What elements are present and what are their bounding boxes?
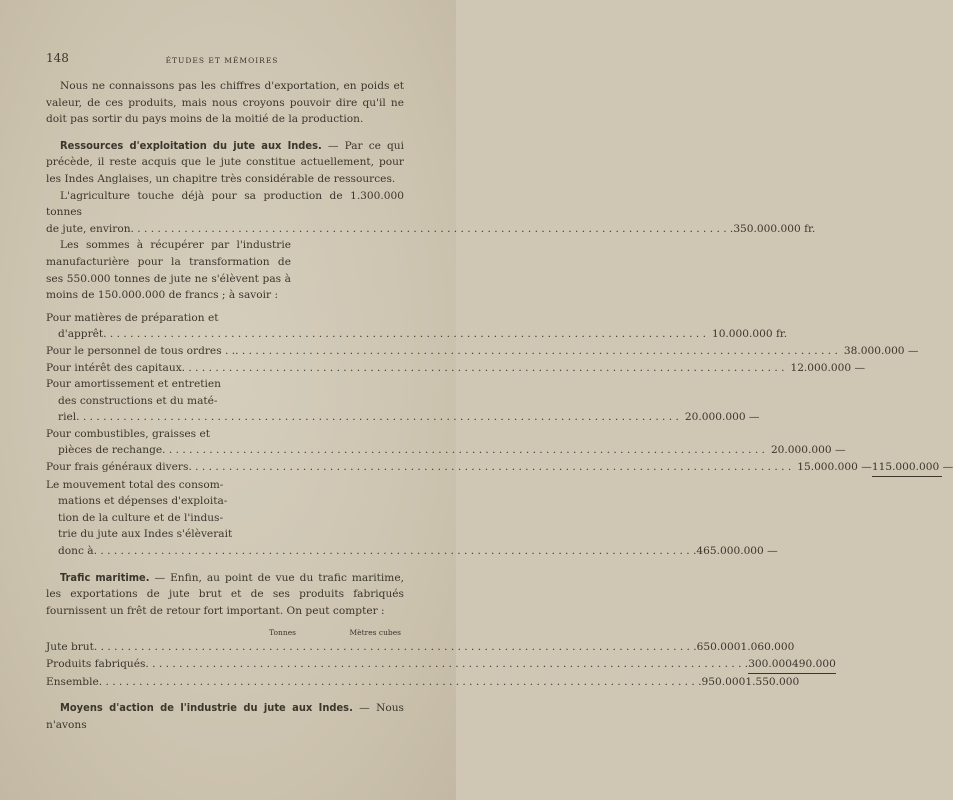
expense-label: Pour matières de préparation et [46, 311, 219, 324]
agriculture-label: de jute, environ [46, 222, 131, 235]
page-header [46, 50, 398, 66]
row-metres: 490.000 [792, 656, 836, 674]
expense-label: des constructions et du maté- [58, 394, 218, 407]
expense-line [46, 526, 404, 543]
row-label: Produits fabriqués [46, 658, 146, 670]
row-label: Ensemble [46, 675, 99, 688]
row-tonnes: 650.000 [696, 641, 741, 654]
expense-amount: 10.000.000 fr. [711, 328, 788, 341]
row-tonnes: 300.000 [748, 656, 792, 674]
expense-label: d'apprêt [58, 328, 104, 341]
expense-amount: 20.000.000 — [770, 444, 846, 457]
expense-line [46, 510, 404, 527]
expense-amount: 15.000.000 — [797, 461, 872, 474]
expense-label: Pour frais généraux divers [46, 461, 189, 474]
table-row [46, 674, 800, 691]
expense-line [46, 493, 404, 510]
expense-amount: 20.000.000 — [684, 411, 760, 424]
expense-line [46, 543, 778, 560]
expense-amount: 12.000.000 — [790, 361, 866, 374]
expense-label: pièces de rechange [58, 444, 163, 457]
expense-total: 115.000.000 — [872, 459, 942, 477]
section-heading: Trafic maritime. [60, 570, 150, 584]
expense-label: Pour intérêt des capitaux [46, 361, 182, 374]
running-title: ÉTUDES ET MÉMOIRES [165, 56, 279, 65]
expense-amount: 38.000.000 — [843, 344, 919, 357]
agriculture-value: 350.000.000 fr. [733, 222, 816, 235]
expense-line [46, 360, 866, 377]
traffic-table [46, 625, 836, 690]
page-body [46, 78, 953, 733]
expense-line [46, 310, 404, 327]
section-trafic [46, 570, 404, 620]
expense-line [46, 409, 760, 426]
agriculture-line: L'agriculture touche déjà pour sa production de 1.300.000 tonnes [46, 189, 404, 219]
expense-label: riel [58, 411, 77, 424]
column-tonnes: Tonnes [269, 628, 296, 638]
expense-label: tion de la culture et de l'indus- [58, 511, 224, 524]
row-metres: 1.550.000 [745, 675, 800, 688]
table-row [46, 656, 836, 674]
intro-paragraph: Nous ne connaissons pas les chiffres d'exportation, en poids et valeur, de ces produits, mais nous croyons pouvoir dire qu'il ne doit pas sortir du pays moins de la moitié de la production. [46, 80, 404, 126]
expense-label: Pour le personnel de tous ordres . . [46, 344, 236, 357]
section-moyens [46, 700, 404, 733]
section-heading: Ressources d'exploitation du jute aux Indes. [60, 138, 322, 152]
page-number: 148 [46, 51, 69, 65]
section-text: — Par ce qui précède, il reste acquis que le jute constitue actuellement, pour les Indes Anglaises, un chapitre très considérable de ressources. [46, 139, 405, 185]
sums-intro: Les sommes à récupérer par l'industrie manufacturière pour la transformation de ses 550.000 tonnes de jute ne s'élèvent pas à moins de 150.000.000 de francs ; à savoir : [46, 239, 291, 302]
expense-line [46, 376, 404, 393]
column-metres: Mètres cubes [349, 628, 401, 638]
expense-line [46, 442, 846, 459]
row-metres: 1.060.000 [740, 641, 795, 654]
table-header [46, 625, 404, 639]
agriculture-total-row [46, 221, 816, 238]
expense-line [46, 459, 953, 477]
section-text: — Nous n'avons [46, 702, 404, 731]
section-heading: Moyens d'action de l'industrie du jute aux Indes. [60, 701, 353, 715]
row-tonnes: 950.000 [701, 675, 746, 688]
expense-label: Pour combustibles, graisses et [46, 427, 211, 440]
expense-label: trie du jute aux Indes s'élèverait [58, 528, 233, 541]
expense-label: donc à [58, 545, 94, 558]
expense-label: Le mouvement total des consom- [46, 478, 224, 491]
row-label: Jute brut [46, 641, 94, 654]
expense-label: mations et dépenses d'exploita- [58, 495, 228, 508]
expense-label: Pour amortissement et entretien [46, 378, 221, 391]
expense-line [46, 477, 404, 494]
expense-line [46, 326, 788, 343]
expense-line [46, 343, 919, 360]
expense-total: 465.000.000 — [696, 545, 778, 558]
table-row [46, 639, 795, 656]
expense-line [46, 426, 404, 443]
expenses-list [46, 310, 953, 560]
section-ressources [46, 138, 404, 188]
section-text: — Enfin, au point de vue du trafic maritime, les exportations de jute brut et de ses produits fabriqués fournissent un frêt de retour fort important. On peut compter : [46, 571, 404, 617]
expense-line [46, 393, 404, 410]
